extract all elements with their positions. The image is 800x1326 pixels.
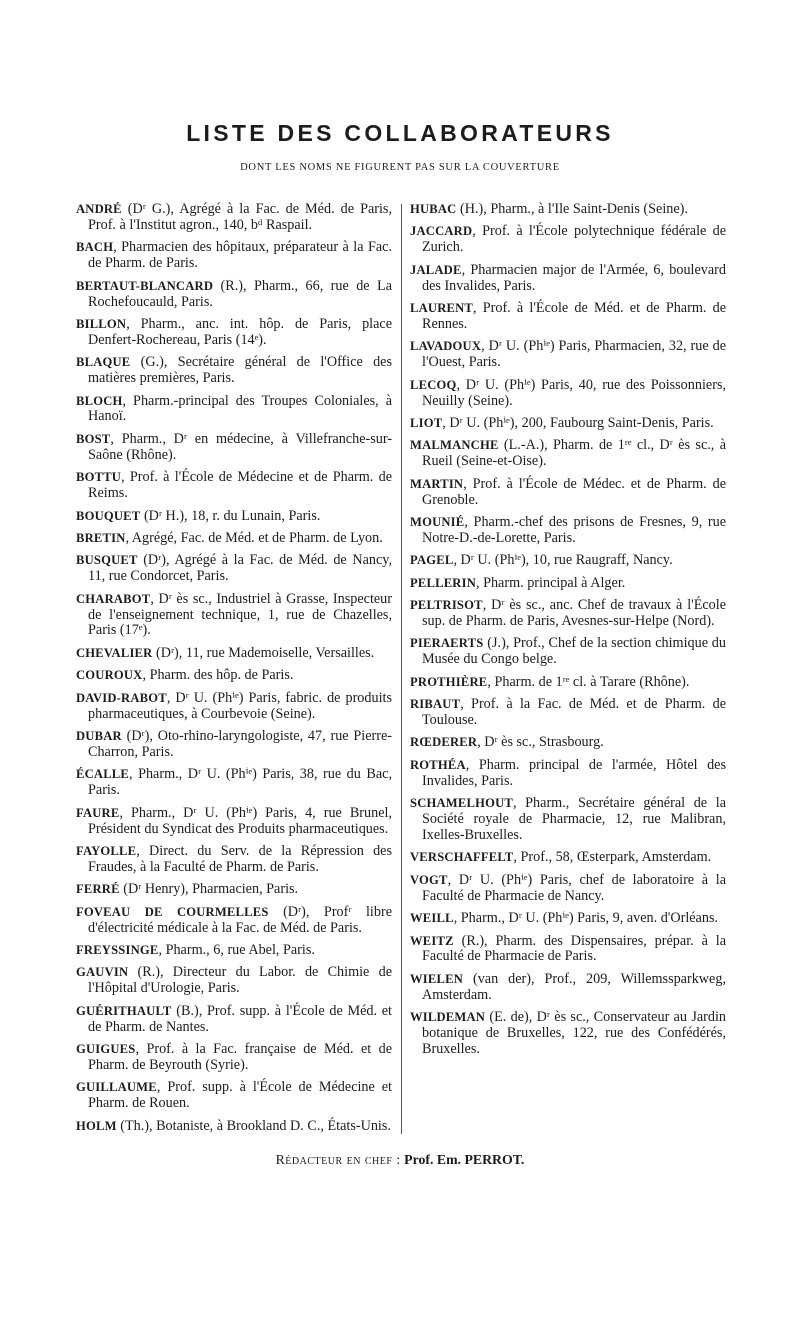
collaborator-name: LIOT: [410, 415, 443, 430]
collaborator-details: (R.), Pharm., 66, rue de La Rochefoucauld, Paris.: [88, 277, 392, 310]
collaborator-entry: [76, 729, 392, 761]
collaborator-name: FAYOLLE: [76, 843, 137, 858]
collaborator-name: BLOCH: [76, 393, 123, 408]
collaborator-details: , Prof. à la Fac. française de Méd. et de Pharm. de Beyrouth (Syrie).: [88, 1040, 392, 1073]
collaborator-name: ÉCALLE: [76, 767, 129, 782]
collaborator-details: , Dʳ U. (Phⁱᵉ), 10, rue Raugraff, Nancy.: [453, 552, 673, 569]
collaborator-details: , Pharm., Dʳ en médecine, à Villefranche-sur-Saône (Rhône).: [88, 430, 392, 463]
collaborator-name: JACCARD: [410, 224, 473, 239]
collaborator-entry: [76, 592, 392, 640]
left-column: [76, 202, 392, 1141]
collaborator-entry: [410, 515, 726, 547]
editor-label: Rédacteur en chef :: [275, 1152, 401, 1167]
collaborator-name: CHEVALIER: [76, 645, 153, 660]
collaborator-name: RŒDERER: [410, 735, 478, 750]
collaborator-name: VOGT: [410, 872, 448, 887]
collaborator-entry: [76, 394, 392, 426]
collaborator-details: , Dʳ ès sc., Industriel à Grasse, Inspecteur de l'enseignement technique, 1, rue de Chazelles, Paris (17ᵉ).: [88, 590, 392, 639]
collaborator-name: GUILLAUME: [76, 1080, 157, 1095]
collaborator-entry: [410, 636, 726, 668]
collaborator-name: BOST: [76, 431, 111, 446]
collaborator-entry: [76, 965, 392, 997]
collaborator-entry: [76, 668, 392, 684]
collaborator-name: SCHAMELHOUT: [410, 796, 513, 811]
collaborator-name: BUSQUET: [76, 553, 138, 568]
collaborator-name: GUÉRITHAULT: [76, 1003, 172, 1018]
collaborator-name: LAURENT: [410, 301, 473, 316]
collaborator-details: (van der), Prof., 209, Willemssparkweg, Amsterdam.: [422, 970, 726, 1003]
collaborator-details: (Th.), Botaniste, à Brookland D. C., États-Unis.: [116, 1117, 391, 1134]
collaborator-entry: [76, 646, 392, 662]
collaborator-entry: [76, 844, 392, 876]
collaborator-details: , Pharm., 6, rue Abel, Paris.: [158, 941, 315, 958]
collaborator-name: FREYSSINGE: [76, 942, 159, 957]
collaborator-entry: [76, 1080, 392, 1112]
collaborator-entry: [76, 432, 392, 464]
collaborator-name: BERTAUT-BLANCARD: [76, 278, 214, 293]
collaborator-details: , Pharm., Dʳ U. (Phⁱᵉ) Paris, 4, rue Brunel, Président du Syndicat des Produits pharmaceutiques.: [88, 804, 392, 837]
collaborator-details: (Dʳ H.), 18, r. du Lunain, Paris.: [140, 507, 321, 524]
collaborator-name: PELTRISOT: [410, 598, 483, 613]
collaborator-details: (H.), Pharm., à l'Ile Saint-Denis (Seine).: [456, 201, 688, 217]
collaborator-name: LECOQ: [410, 377, 457, 392]
collaborator-details: (Dʳ G.), Agrégé à la Fac. de Méd. de Paris, Prof. à l'Institut agron., 140, bᵈ Raspail.: [88, 201, 392, 233]
collaborator-name: LAVADOUX: [410, 339, 482, 354]
collaborator-entry: [410, 972, 726, 1004]
editor-in-chief-line: [0, 1152, 800, 1168]
collaborator-details: (Dʳ), Agrégé à la Fac. de Méd. de Nancy, 11, rue Condorcet, Paris.: [88, 552, 392, 585]
collaborator-name: COUROUX: [76, 668, 143, 683]
collaborator-entry: [76, 943, 392, 959]
collaborator-name: PROTHIÈRE: [410, 674, 488, 689]
collaborator-entry: [76, 317, 392, 349]
collaborator-entry: [76, 355, 392, 387]
collaborator-entry: [410, 911, 726, 927]
collaborator-details: , Dʳ ès sc., anc. Chef de travaux à l'École sup. de Pharm. de Paris, Avesnes-sur-Helpe (Nord).: [422, 597, 726, 630]
collaborator-entry: [76, 1004, 392, 1036]
collaborator-name: BLAQUE: [76, 355, 131, 370]
editor-name: Prof. Em. PERROT.: [404, 1152, 525, 1167]
collaborator-entry: [410, 477, 726, 509]
collaborator-details: , Pharm. principal de l'armée, Hôtel des Invalides, Paris.: [422, 756, 726, 789]
collaborator-name: BOUQUET: [76, 508, 141, 523]
collaborator-name: GUIGUES: [76, 1041, 136, 1056]
collaborator-name: MOUNIÉ: [410, 515, 465, 529]
collaborator-details: , Pharm. principal à Alger.: [475, 574, 626, 591]
collaborator-details: , Pharm., anc. int. hôp. de Paris, place Denfert-Rochereau, Paris (14ᵉ).: [88, 315, 392, 348]
right-column: [410, 202, 726, 1064]
collaborator-name: FOVEAU DE COURMELLES: [76, 904, 269, 919]
collaborator-name: DAVID-RABOT: [76, 690, 167, 705]
collaborator-details: (Dʳ), Profʳ libre d'électricité médicale à la Fac. de Méd. de Paris.: [88, 903, 392, 936]
collaborator-entry: [410, 339, 726, 371]
collaborator-entry: [410, 301, 726, 333]
collaborator-details: , Prof. à l'École de Médec. et de Pharm. de Grenoble.: [422, 475, 726, 508]
collaborator-name: WIELEN: [410, 971, 463, 986]
collaborator-name: WILDEMAN: [410, 1010, 486, 1025]
collaborator-entry: [410, 758, 726, 790]
collaborator-details: , Prof. à la Fac. de Méd. et de Pharm. de Toulouse.: [422, 696, 726, 729]
collaborator-details: , Prof., 58, Œsterpark, Amsterdam.: [513, 849, 712, 866]
collaborator-name: WEILL: [410, 911, 454, 926]
collaborator-name: PELLERIN: [410, 575, 476, 590]
collaborator-entry: [76, 202, 392, 234]
collaborator-details: , Pharm. des hôp. de Paris.: [142, 667, 294, 684]
collaborator-details: , Prof. à l'École de Médecine et de Pharm. de Reims.: [88, 469, 392, 502]
collaborator-entry: [410, 796, 726, 844]
collaborator-details: , Dʳ ès sc., Strasbourg.: [477, 734, 604, 751]
collaborator-details: (B.), Prof. supp. à l'École de Méd. et de Pharm. de Nantes.: [88, 1002, 392, 1035]
collaborator-entry: [410, 224, 726, 256]
collaborator-entry: [410, 416, 726, 432]
collaborator-name: BOTTU: [76, 470, 122, 485]
collaborator-details: (E. de), Dʳ ès sc., Conservateur au Jardin botanique de Bruxelles, 122, rue des Confédérés, Bruxelles.: [422, 1009, 726, 1057]
collaborator-entry: [410, 438, 726, 470]
collaborator-entry: [410, 1010, 726, 1058]
collaborator-details: , Dʳ U. (Phⁱᵉ) Paris, 40, rue des Poissonniers, Neuilly (Seine).: [422, 376, 726, 409]
collaborator-details: , Prof. supp. à l'École de Médecine et Pharm. de Rouen.: [88, 1079, 392, 1112]
collaborator-name: RIBAUT: [410, 697, 461, 712]
collaborator-name: HOLM: [76, 1118, 117, 1133]
collaborator-entry: [410, 934, 726, 966]
collaborator-details: , Dʳ U. (Phⁱᵉ), 200, Faubourg Saint-Denis, Paris.: [442, 414, 714, 431]
collaborator-name: ROTHÉA: [410, 757, 466, 772]
collaborator-entry: [76, 767, 392, 799]
collaborator-entry: [76, 553, 392, 585]
collaborator-entry: [410, 675, 726, 691]
collaborator-entry: [76, 806, 392, 838]
collaborator-name: HUBAC: [410, 202, 457, 216]
collaborator-entry: [76, 531, 392, 547]
collaborator-details: , Pharm. de 1ʳᵉ cl. à Tarare (Rhône).: [487, 673, 690, 690]
collaborator-name: MARTIN: [410, 476, 464, 491]
collaborator-details: , Dʳ U. (Phⁱᵉ) Paris, chef de laboratoire à la Faculté de Pharmacie de Nancy.: [422, 871, 726, 904]
collaborator-details: , Pharm., Dʳ U. (Phⁱᵉ) Paris, 9, aven. d'Orléans.: [453, 910, 719, 927]
collaborator-name: MALMANCHE: [410, 438, 499, 453]
collaborator-name: WEITZ: [410, 933, 454, 948]
collaborator-details: , Pharm.-principal des Troupes Coloniales, à Hanoï.: [88, 392, 392, 425]
collaborator-entry: [410, 697, 726, 729]
collaborator-entry: [410, 576, 726, 592]
collaborator-details: , Pharm., Dʳ U. (Phⁱᵉ) Paris, 38, rue du Bac, Paris.: [88, 766, 392, 799]
collaborator-entry: [410, 735, 726, 751]
collaborator-details: (G.), Secrétaire général de l'Office des matières premières, Paris.: [88, 354, 392, 387]
collaborator-entry: [76, 882, 392, 898]
collaborator-details: , Dʳ U. (Phⁱᵉ) Paris, fabric. de produits pharmaceutiques, à Courbevoie (Seine).: [88, 689, 392, 722]
collaborator-entry: [76, 691, 392, 723]
collaborator-name: DUBAR: [76, 728, 122, 743]
column-divider: [401, 204, 402, 1134]
collaborator-name: BRETIN: [76, 530, 126, 545]
collaborator-entry: [76, 509, 392, 525]
collaborator-details: (Dʳ), 11, rue Mademoiselle, Versailles.: [152, 644, 375, 661]
collaborator-name: BACH: [76, 240, 114, 255]
collaborator-name: PIERAERTS: [410, 636, 484, 651]
collaborator-entry: [410, 202, 726, 218]
collaborator-details: (Dʳ Henry), Pharmacien, Paris.: [119, 881, 299, 898]
collaborator-details: , Agrégé, Fac. de Méd. et de Pharm. de Lyon.: [125, 529, 383, 546]
collaborator-entry: [76, 470, 392, 502]
collaborator-entry: [410, 598, 726, 630]
collaborator-details: (R.), Pharm. des Dispensaires, prépar. à la Faculté de Pharmacie de Paris.: [422, 932, 726, 965]
collaborator-entry: [410, 263, 726, 295]
collaborator-name: BILLON: [76, 316, 127, 331]
collaborator-details: (Dʳ), Oto-rhino-laryngologiste, 47, rue Pierre-Charron, Paris.: [88, 727, 392, 760]
collaborator-entry: [410, 553, 726, 569]
collaborator-name: CHARABOT: [76, 591, 151, 606]
collaborator-details: , Direct. du Serv. de la Répression des Fraudes, à la Faculté de Pharm. de Paris.: [88, 842, 392, 875]
collaborator-entry: [76, 279, 392, 311]
collaborator-entry: [76, 1119, 392, 1135]
collaborator-details: (J.), Prof., Chef de la section chimique du Musée du Congo belge.: [422, 635, 726, 668]
collaborator-name: PAGEL: [410, 553, 454, 568]
collaborator-details: , Pharm.-chef des prisons de Fresnes, 9, rue Notre-D.-de-Lorette, Paris.: [422, 514, 726, 546]
collaborator-entry: [76, 240, 392, 272]
collaborator-details: , Dʳ U. (Phⁱᵉ) Paris, Pharmacien, 32, rue de l'Ouest, Paris.: [422, 338, 726, 371]
collaborator-name: GAUVIN: [76, 965, 129, 980]
collaborator-details: (L.-A.), Pharm. de 1ʳᵉ cl., Dʳ ès sc., à Rueil (Seine-et-Oise).: [422, 437, 726, 470]
page-title: LISTE DES COLLABORATEURS: [186, 120, 614, 146]
collaborator-details: , Prof. à l'École de Méd. et de Pharm. de Rennes.: [422, 300, 726, 332]
collaborator-details: , Prof. à l'École polytechnique fédérale de Zurich.: [422, 223, 726, 256]
collaborator-entry: [410, 873, 726, 905]
collaborator-name: FAURE: [76, 805, 120, 820]
collaborator-entry: [410, 378, 726, 410]
collaborator-name: VERSCHAFFELT: [410, 850, 514, 865]
collaborator-details: , Pharmacien des hôpitaux, préparateur à la Fac. de Pharm. de Paris.: [88, 239, 392, 272]
collaborator-entry: [76, 905, 392, 937]
collaborator-details: (R.), Directeur du Labor. de Chimie de l'Hôpital d'Urologie, Paris.: [88, 964, 392, 997]
collaborator-entry: [76, 1042, 392, 1074]
collaborator-name: ANDRÉ: [76, 202, 122, 216]
collaborator-details: , Pharmacien major de l'Armée, 6, boulevard des Invalides, Paris.: [422, 261, 726, 294]
collaborator-name: JALADE: [410, 262, 462, 277]
collaborator-name: FERRÉ: [76, 882, 120, 897]
collaborator-details: , Pharm., Secrétaire général de la Société royale de Pharmacie, 12, rue Malibran, Ixelles-Bruxelles.: [422, 795, 726, 843]
collaborator-entry: [410, 850, 726, 866]
page-subtitle: DONT LES NOMS NE FIGURENT PAS SUR LA COUVERTURE: [240, 162, 560, 173]
